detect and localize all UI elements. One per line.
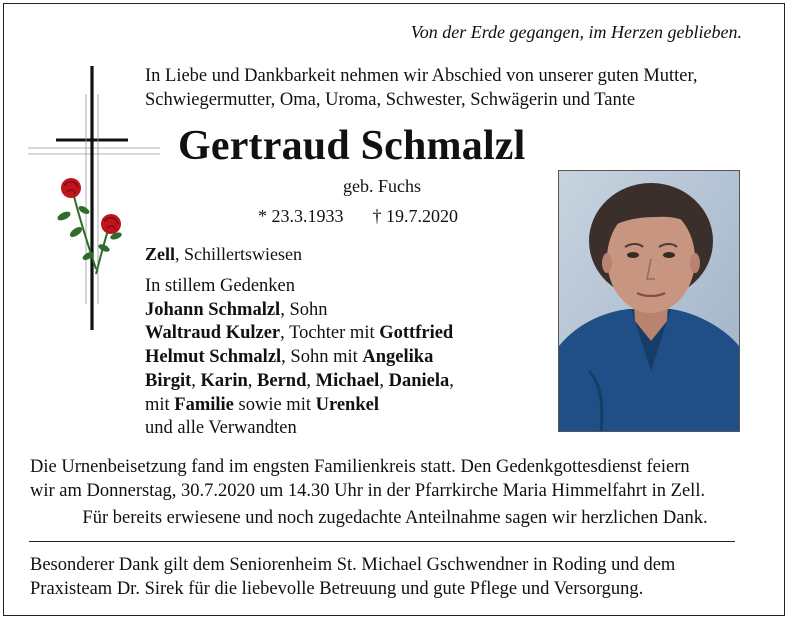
intro-line: In Liebe und Dankbarkeit nehmen wir Abschied von unserer guten Mutter, <box>145 66 698 86</box>
mourner-relation: , Tochter mit <box>280 323 380 344</box>
death-date: † 19.7.2020 <box>372 206 458 226</box>
mourner-relation: , Sohn <box>280 299 328 320</box>
mourner-name: Birgit <box>145 370 192 391</box>
service-line: wir am Donnerstag, 30.7.2020 um 14.30 Uhr in der Pfarrkirche Maria Himmelfahrt in Zell. <box>30 481 706 501</box>
mourner-line <box>145 417 454 441</box>
mourner-line <box>145 394 454 418</box>
birth-name: geb. Fuchs <box>343 176 421 196</box>
mourner-lines <box>145 299 454 441</box>
divider <box>29 541 735 542</box>
mourner-name: Waltraud Kulzer <box>145 323 281 344</box>
mourner-name: Johann Schmalzl <box>145 299 281 320</box>
mourner-name: Daniela <box>388 370 450 391</box>
birth-date: * 23.3.1933 <box>258 206 344 226</box>
mourner-name: Michael <box>315 370 380 391</box>
mourner-relation: sowie mit <box>233 394 316 415</box>
special-thanks <box>30 553 675 601</box>
mourner-relation: mit <box>145 394 175 415</box>
deceased-name: Gertraud Schmalzl <box>178 123 526 169</box>
mourners-block <box>145 275 454 441</box>
mourner-line <box>145 322 454 346</box>
motto: Von der Erde gegangen, im Herzen geblieben. <box>410 22 742 42</box>
service-line: Die Urnenbeisetzung fand im engsten Familienkreis statt. Den Gedenkgottesdienst feiern <box>30 457 690 477</box>
special-thanks-line: Praxisteam Dr. Sirek für die liebevolle Betreuung und gute Pflege und Versorgung. <box>30 579 644 599</box>
mourner-relation: , <box>379 370 389 391</box>
mourner-name: Angelika <box>362 347 434 368</box>
portrait-photo <box>558 170 740 432</box>
mourner-name: Bernd <box>257 370 307 391</box>
special-thanks-line: Besonderer Dank gilt dem Seniorenheim St. Michael Gschwendner in Roding und dem <box>30 555 676 575</box>
mourners-heading: In stillem Gedenken <box>145 276 296 296</box>
mourner-name: Karin <box>200 370 248 391</box>
service-info <box>30 455 705 503</box>
mourner-name: Familie <box>174 394 234 415</box>
mourner-name: Helmut Schmalzl <box>145 347 282 368</box>
mourner-name: Gottfried <box>379 323 454 344</box>
intro-line: Schwiegermutter, Oma, Uroma, Schwester, Schwägerin und Tante <box>145 90 636 110</box>
residence-town: Zell <box>145 244 175 264</box>
mourner-relation: , Sohn mit <box>281 347 363 368</box>
mourner-relation: , <box>191 370 201 391</box>
mourner-relation: , <box>306 370 316 391</box>
life-dates <box>258 206 458 227</box>
mourner-line <box>145 299 454 323</box>
residence-rest: , Schillertswiesen <box>175 244 302 264</box>
residence <box>145 244 302 265</box>
mourner-relation: , <box>247 370 258 391</box>
mourner-line <box>145 346 454 370</box>
mourner-relation: und alle Verwandten <box>145 418 297 439</box>
mourner-line <box>145 370 454 394</box>
intro-text <box>145 64 698 112</box>
mourner-name: Urenkel <box>315 394 379 415</box>
mourner-relation: , <box>449 370 454 391</box>
thanks-text: Für bereits erwiesene und noch zugedachte Anteilnahme sagen wir herzlichen Dank. <box>82 508 708 528</box>
